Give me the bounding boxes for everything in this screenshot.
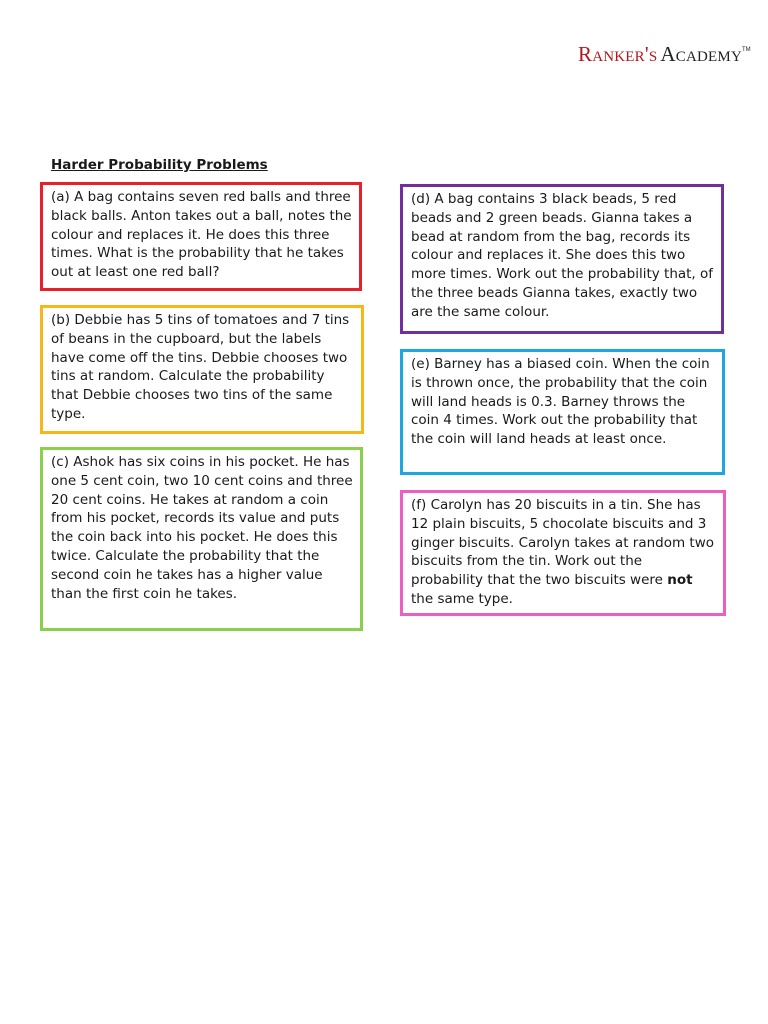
page-title: Harder Probability Problems (51, 157, 268, 173)
problem-c-box (40, 447, 363, 631)
problem-e-text: (e) Barney has a biased coin. When the coin is thrown once, the probability that the coin will land heads is 0.3. Barney throws the coin 4 times. Work out the probability that the coin will land heads at least once. (411, 356, 710, 448)
problem-f-text (411, 496, 717, 609)
problem-f-text-before: (f) Carolyn has 20 biscuits in a tin. She has 12 plain biscuits, 5 chocolate biscuits and 3 ginger biscuits. Carolyn takes at random two biscuits from the tin. Work out the probability that the two biscuits were (411, 497, 715, 589)
logo-rankers-text: Ranker's (578, 42, 658, 66)
problem-a-text: (a) A bag contains seven red balls and three black balls. Anton takes out a ball, notes the colour and replaces it. He does this three times. What is the probability that he takes out at least one red ball? (51, 189, 352, 281)
rankers-academy-logo (578, 44, 751, 65)
logo-trademark: TM (741, 47, 751, 53)
problem-e-box (400, 349, 725, 475)
problem-d-box (400, 184, 724, 334)
problem-a-box (40, 182, 362, 291)
logo-academy-text: Academy (660, 42, 742, 66)
problem-b-box (40, 305, 364, 434)
problem-f-box (400, 490, 726, 616)
problem-f-emphasis: not (667, 572, 693, 589)
problem-d-text: (d) A bag contains 3 black beads, 5 red beads and 2 green beads. Gianna takes a bead at random from the bag, records its colour and replaces it. She does this two more times. Work out the probability that, of the three beads Gianna takes, exactly two are the same colour. (411, 191, 714, 320)
problem-b-text: (b) Debbie has 5 tins of tomatoes and 7 tins of beans in the cupboard, but the labels have come off the tins. Debbie chooses two tins at random. Calculate the probability that Debbie chooses two tins of the same type. (51, 312, 350, 422)
problem-f-text-after: the same type. (411, 590, 513, 607)
problem-c-text: (c) Ashok has six coins in his pocket. He has one 5 cent coin, two 10 cent coins and three 20 cent coins. He takes at random a coin from his pocket, records its value and puts the coin back into his pocket. He does this twice. Calculate the probability that the second coin he takes has a higher value than the first coin he takes. (51, 454, 353, 602)
